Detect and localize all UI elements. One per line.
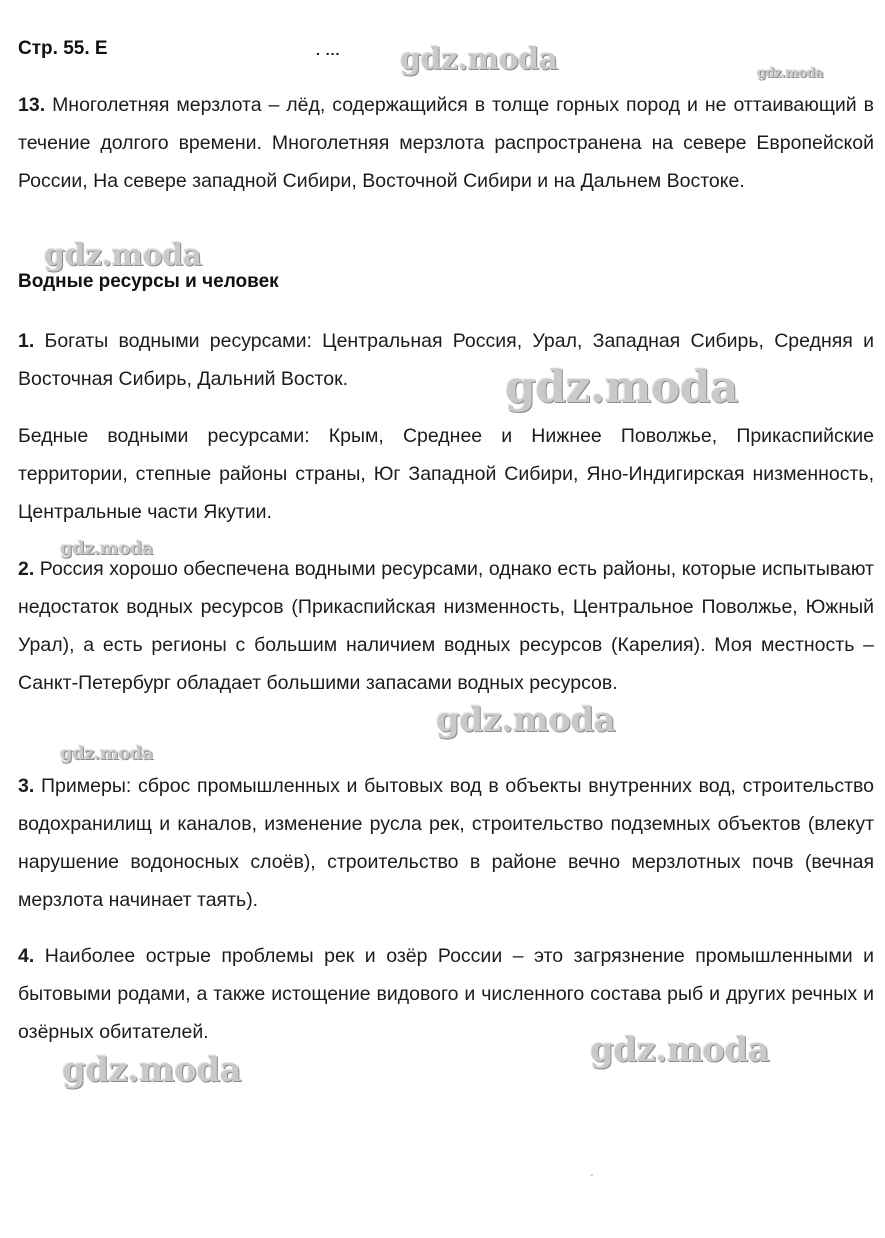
answer-text: Наиболее острые проблемы рек и озёр России – это загрязнение промышленными и бытовыми родами, а также истощение видового и численного состава рыб и других речных и озёрных обитателей.: [18, 945, 874, 1043]
answer-text: Примеры: сброс промышленных и бытовых вод в объекты внутренних вод, строительство водохранилищ и каналов, изменение русла рек, строительство подземных объектов (влекут нарушение водоносных слоёв), строительство в районе вечно мерзлотных почв (вечная мерзлота начинает таять).: [18, 775, 874, 911]
watermark: gdz.moda: [436, 700, 616, 740]
answer-number: 4.: [18, 945, 35, 967]
page-header: Стр. 55. Е: [18, 38, 108, 59]
answer-text: Богаты водными ресурсами: Центральная Россия, Урал, Западная Сибирь, Средняя и Восточная Сибирь, Дальний Восток.: [18, 330, 874, 390]
answer-1-extra: [18, 417, 874, 531]
watermark: gdz.moda: [400, 42, 558, 77]
header-fragment: . ...: [316, 42, 341, 58]
answer-number: 13.: [18, 94, 46, 116]
answer-text: Россия хорошо обеспечена водными ресурсами, однако есть районы, которые испытывают недостаток водных ресурсов (Прикаспийская низменность, Центральное Поволжье, Южный Урал), а есть регионы с большим наличием водных ресурсов (Карелия). Моя местность – Санкт-Петербург обладает большими запасами водных ресурсов.: [18, 558, 874, 694]
watermark: gdz.moda: [505, 362, 739, 413]
answer-text: Многолетняя мерзлота – лёд, содержащийся в толще горных пород и не оттаивающий в течение долгого времени. Многолетняя мерзлота распространена на севере Европейской России, На севере западной Сибири, Восточной Сибири и на Дальнем Востоке.: [18, 94, 874, 192]
answer-number: 2.: [18, 558, 35, 580]
scan-artifact: -: [590, 1170, 594, 1181]
watermark: gdz.moda: [60, 538, 153, 559]
watermark: gdz.moda: [757, 66, 824, 81]
answer-4: [18, 937, 874, 1051]
watermark: gdz.moda: [590, 1030, 770, 1070]
answer-number: 1.: [18, 330, 35, 352]
watermark: gdz.moda: [60, 743, 153, 764]
answer-1: [18, 322, 874, 398]
answer-2: [18, 550, 874, 702]
watermark: gdz.moda: [44, 238, 202, 273]
section-title: Водные ресурсы и человек: [18, 271, 279, 292]
answer-3: [18, 767, 874, 919]
answer-13: [18, 86, 874, 200]
answer-number: 3.: [18, 775, 35, 797]
answer-text: Бедные водными ресурсами: Крым, Среднее и Нижнее Поволжье, Прикаспийские территории, степные районы страны, Юг Западной Сибири, Яно-Индигирская низменность, Центральные части Якутии.: [18, 425, 874, 523]
watermark: gdz.moda: [62, 1050, 242, 1090]
